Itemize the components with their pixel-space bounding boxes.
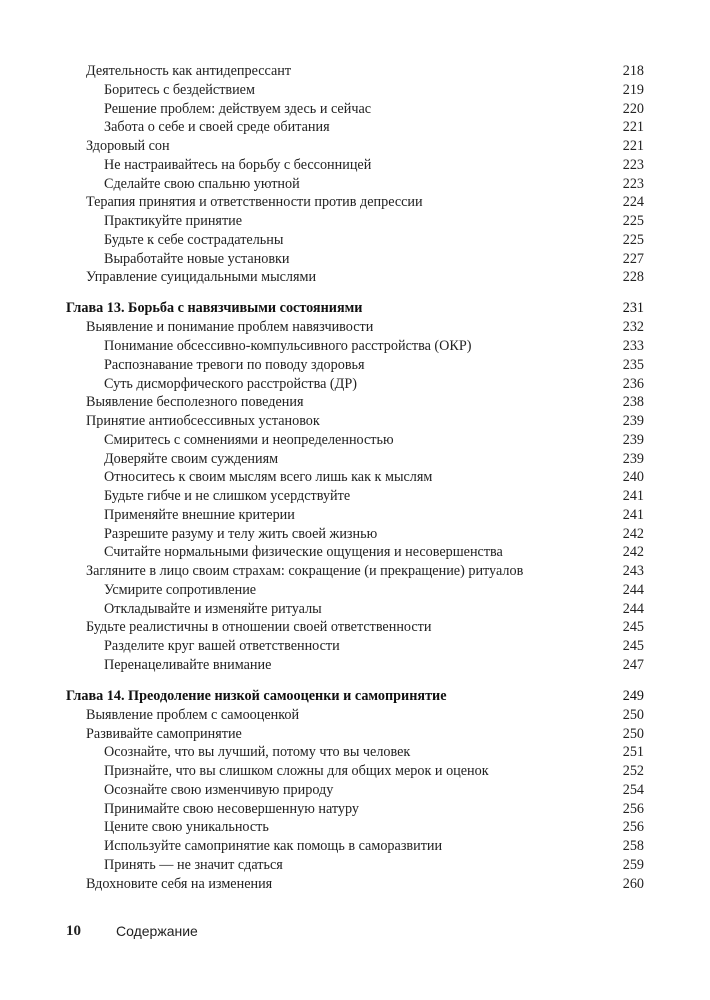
toc-subsection-entry — [0, 468, 710, 486]
toc-entry-page: 239 — [622, 413, 644, 429]
toc-entry-title: Боритесь с бездействием — [104, 81, 255, 98]
toc-section-entry — [0, 706, 710, 724]
toc-entry-title: Осознайте свою изменчивую природу — [104, 781, 334, 798]
toc-entry-title: Применяйте внешние критерии — [104, 506, 295, 523]
toc-entry-title: Забота о себе и своей среде обитания — [104, 119, 330, 136]
toc-subsection-entry — [0, 212, 710, 230]
toc-section-entry — [0, 318, 710, 336]
toc-entry-title: Выявление и понимание проблем навязчивости — [86, 319, 374, 336]
toc-entry-title: Выявление бесполезного поведения — [86, 394, 304, 411]
toc-entry-title: Смиритесь с сомнениями и неопределенностью — [104, 431, 394, 448]
toc-entry-title: Осознайте, что вы лучший, потому что вы человек — [104, 744, 411, 761]
toc-entry-page: 227 — [622, 250, 644, 267]
toc-entry-title: Выработайте новые установки — [104, 250, 290, 267]
toc-section-entry — [0, 725, 710, 743]
toc-subsection-entry — [0, 525, 710, 543]
toc-entry-title: Вдохновите себя на изменения — [86, 875, 273, 892]
toc-entry-page: 240 — [622, 469, 644, 486]
toc-subsection-entry — [0, 487, 710, 505]
toc-entry-page: 223 — [622, 175, 644, 192]
toc-entry-title: Используйте самопринятие как помощь в саморазвитии — [104, 838, 443, 854]
toc-entry-title: Развивайте самопринятие — [86, 725, 242, 742]
toc-entry-title: Не настраивайтесь на борьбу с бессонницей — [104, 156, 372, 173]
toc-subsection-entry — [0, 81, 710, 99]
toc-entry-page: 231 — [622, 300, 644, 316]
toc-subsection-entry — [0, 743, 710, 761]
toc-entry-page: 256 — [622, 819, 644, 836]
toc-entry-title: Относитесь к своим мыслям всего лишь как к мыслям — [104, 469, 433, 486]
toc-entry-page: 228 — [622, 269, 644, 286]
toc-section-entry — [0, 393, 710, 411]
toc-entry-page: 258 — [622, 838, 644, 854]
toc-chapter-heading — [0, 687, 710, 705]
toc-subsection-entry — [0, 175, 710, 193]
toc-entry-page: 250 — [622, 725, 644, 742]
toc-section-entry — [0, 193, 710, 211]
toc-entry-title: Будьте к себе сострадательны — [104, 231, 284, 248]
toc-entry-title: Глава 14. Преодоление низкой самооценки и самопринятие — [66, 687, 447, 704]
toc-entry-title: Загляните в лицо своим страхам: сокращение (и прекращение) ритуалов — [86, 563, 524, 579]
toc-subsection-entry — [0, 637, 710, 655]
toc-entry-page: 239 — [622, 431, 644, 448]
toc-entry-title: Усмирите сопротивление — [104, 581, 257, 598]
toc-entry-title: Решение проблем: действуем здесь и сейчас — [104, 100, 372, 117]
running-title: Содержание — [116, 923, 198, 939]
toc-subsection-entry — [0, 506, 710, 524]
toc-entry-page: 249 — [622, 687, 644, 704]
toc-entry-title: Считайте нормальными физические ощущения и несовершенства — [104, 544, 503, 561]
toc-entry-page: 259 — [622, 856, 644, 873]
toc-subsection-entry — [0, 156, 710, 174]
toc-subsection-entry — [0, 762, 710, 780]
toc-entry-page: 241 — [622, 488, 644, 504]
toc-entry-title: Принятие антиобсессивных установок — [86, 413, 320, 429]
toc-entry-title: Суть дисморфического расстройства (ДР) — [104, 375, 357, 392]
toc-subsection-entry — [0, 431, 710, 449]
toc-subsection-entry — [0, 250, 710, 268]
toc-entry-title: Цените свою уникальность — [104, 819, 269, 836]
toc-subsection-entry — [0, 600, 710, 618]
toc-entry-page: 242 — [622, 525, 644, 542]
toc-entry-page: 238 — [622, 394, 644, 411]
toc-entry-page: 244 — [622, 581, 644, 598]
toc-subsection-entry — [0, 231, 710, 249]
toc-subsection-entry — [0, 781, 710, 799]
toc-subsection-entry — [0, 581, 710, 599]
toc-entry-page: 219 — [622, 81, 644, 98]
toc-entry-title: Будьте гибче и не слишком усердствуйте — [104, 488, 351, 504]
toc-subsection-entry — [0, 856, 710, 874]
toc-entry-page: 242 — [622, 544, 644, 561]
toc-entry-page: 252 — [622, 763, 644, 779]
toc-entry-page: 250 — [622, 706, 644, 723]
toc-section-entry — [0, 875, 710, 893]
toc-entry-title: Глава 13. Борьба с навязчивыми состояниями — [66, 300, 363, 316]
toc-entry-title: Будьте реалистичны в отношении своей ответственности — [86, 619, 432, 636]
toc-entry-page: 236 — [622, 375, 644, 392]
toc-entry-page: 225 — [622, 213, 644, 229]
toc-subsection-entry — [0, 818, 710, 836]
toc-entry-title: Откладывайте и изменяйте ритуалы — [104, 600, 322, 617]
toc-subsection-entry — [0, 800, 710, 818]
page-number: 10 — [66, 923, 81, 939]
toc-subsection-entry — [0, 356, 710, 374]
toc-entry-title: Разрешите разуму и телу жить своей жизнью — [104, 525, 378, 542]
toc-chapter-heading — [0, 299, 710, 317]
toc-section-entry — [0, 618, 710, 636]
toc-subsection-entry — [0, 100, 710, 118]
toc-entry-page: 256 — [622, 800, 644, 817]
toc-entry-page: 243 — [622, 563, 644, 579]
toc-entry-title: Распознавание тревоги по поводу здоровья — [104, 356, 365, 373]
toc-entry-title: Принимайте свою несовершенную натуру — [104, 800, 359, 817]
toc-entry-title: Перенацеливайте внимание — [104, 656, 272, 673]
toc-entry-title: Терапия принятия и ответственности против депрессии — [86, 194, 423, 211]
toc-section-entry — [0, 562, 710, 580]
toc-entry-page: 221 — [622, 138, 644, 154]
toc-entry-page: 223 — [622, 156, 644, 173]
toc-entry-page: 251 — [622, 744, 644, 761]
toc-entry-title: Управление суицидальными мыслями — [86, 269, 317, 286]
toc-subsection-entry — [0, 656, 710, 674]
toc-entry-page: 232 — [622, 319, 644, 336]
toc-subsection-entry — [0, 450, 710, 468]
toc-section-entry — [0, 412, 710, 430]
toc-section-entry — [0, 137, 710, 155]
toc-entry-title: Здоровый сон — [86, 138, 170, 154]
toc-subsection-entry — [0, 543, 710, 561]
toc-entry-title: Признайте, что вы слишком сложны для общих мерок и оценок — [104, 763, 489, 779]
toc-entry-title: Сделайте свою спальню уютной — [104, 175, 300, 192]
toc-entry-title: Доверяйте своим суждениям — [104, 450, 279, 467]
toc-entry-page: 239 — [622, 450, 644, 467]
toc-subsection-entry — [0, 837, 710, 855]
toc-entry-page: 244 — [622, 600, 644, 617]
toc-entry-page: 224 — [622, 194, 644, 211]
toc-entry-page: 241 — [622, 506, 644, 523]
toc-entry-page: 220 — [622, 100, 644, 117]
toc-entry-page: 221 — [622, 119, 644, 136]
toc-entry-page: 260 — [622, 875, 644, 892]
toc-entry-page: 225 — [622, 231, 644, 248]
toc-entry-title: Выявление проблем с самооценкой — [86, 706, 300, 723]
toc-section-entry — [0, 268, 710, 286]
toc-subsection-entry — [0, 337, 710, 355]
toc-entry-page: 245 — [622, 619, 644, 636]
toc-entry-title: Разделите круг вашей ответственности — [104, 638, 340, 654]
toc-entry-page: 233 — [622, 338, 644, 354]
toc-entry-title: Принять — не значит сдаться — [104, 856, 283, 873]
toc-section-entry — [0, 62, 710, 80]
toc-entry-page: 218 — [622, 63, 644, 79]
toc-entry-page: 235 — [622, 356, 644, 373]
toc-entry-page: 245 — [622, 638, 644, 654]
toc-entry-title: Понимание обсессивно-компульсивного расстройства (ОКР) — [104, 338, 472, 354]
toc-subsection-entry — [0, 375, 710, 393]
toc-entry-title: Деятельность как антидепрессант — [86, 63, 292, 79]
toc-entry-title: Практикуйте принятие — [104, 213, 243, 229]
toc-entry-page: 254 — [622, 781, 644, 798]
toc-entry-page: 247 — [622, 656, 644, 673]
toc-subsection-entry — [0, 118, 710, 136]
